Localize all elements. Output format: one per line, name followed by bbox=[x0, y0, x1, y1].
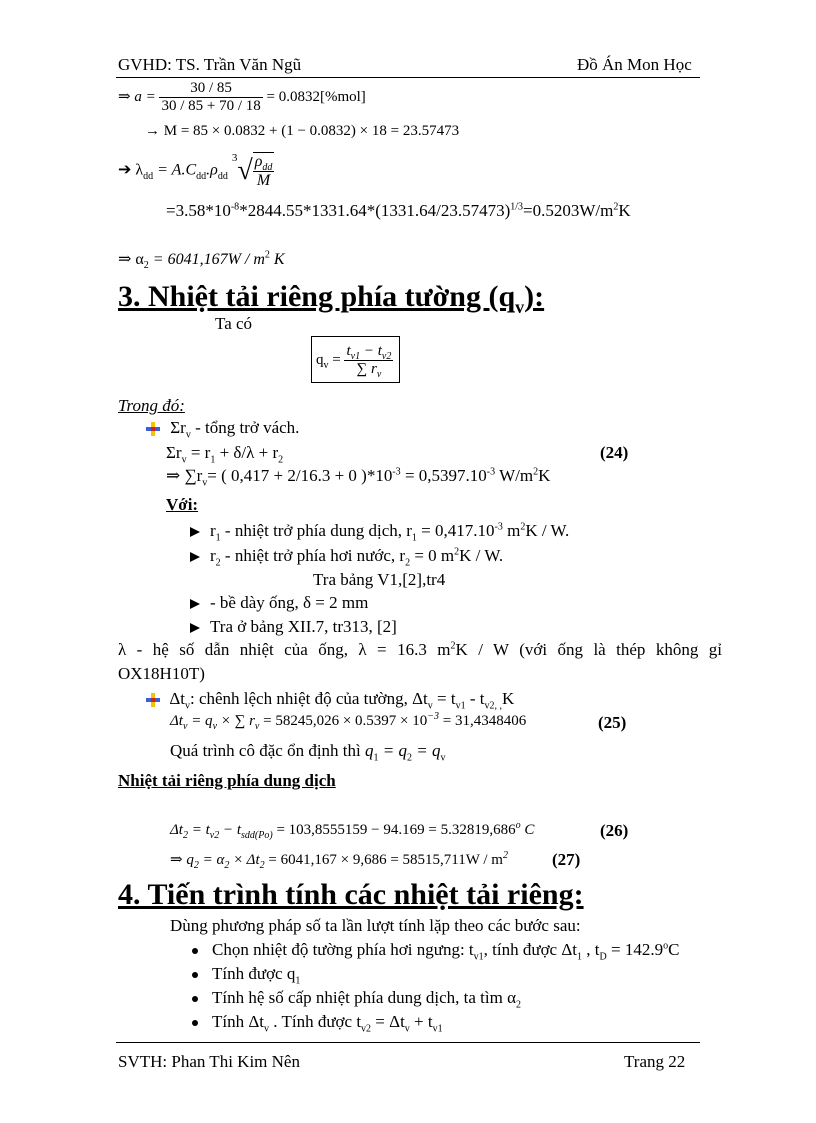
s4-d: + t bbox=[409, 1012, 433, 1031]
header-left: GVHD: TS. Trần Văn Ngũ bbox=[118, 55, 302, 74]
arrow-bullet-icon bbox=[190, 623, 200, 633]
eq-number-24: (24) bbox=[600, 443, 629, 462]
arrow-bullet-icon bbox=[190, 552, 200, 562]
sre-b: = r bbox=[186, 443, 211, 462]
dtv-c: = t bbox=[432, 689, 456, 708]
eq-lambda-mid-sub: dd bbox=[196, 170, 207, 182]
r2-a-sub: 2 bbox=[215, 557, 221, 569]
eq-a-result: = 0.0832[%mol] bbox=[266, 88, 366, 105]
st-c: = q bbox=[378, 741, 407, 760]
s2-a: Tính được q bbox=[212, 964, 296, 983]
eq-lambda-fraction bbox=[253, 152, 275, 190]
step-3 bbox=[192, 988, 521, 1011]
s3-b: ): bbox=[524, 280, 545, 313]
footer-rule bbox=[116, 1042, 700, 1043]
day-ong-text: - bề dày ống, δ = 2 mm bbox=[210, 593, 369, 612]
e27-a-sub: 2 bbox=[193, 860, 199, 871]
st-b: q bbox=[365, 741, 374, 760]
s3-text: Tính hệ số cấp nhiệt phía dung dịch, ta tìm α bbox=[212, 988, 516, 1007]
e27-c: × Δt bbox=[229, 852, 260, 868]
dtv-desc bbox=[146, 689, 515, 712]
srvv-e: K bbox=[538, 466, 551, 485]
lv-c: =0.5203W/m bbox=[523, 201, 614, 220]
eq-lambda-mid: = A.C bbox=[153, 161, 197, 179]
qv-num-b: t bbox=[377, 343, 382, 359]
ld-a-sup: 2 bbox=[450, 640, 456, 652]
srv-a-sub: v bbox=[185, 429, 191, 441]
srvv-c-sup: -3 bbox=[486, 466, 496, 478]
r1-d-sup: 2 bbox=[520, 521, 526, 533]
e25-c-sub: v bbox=[254, 721, 260, 732]
r2-d: K / W. bbox=[459, 546, 504, 565]
qv-fraction bbox=[344, 343, 393, 378]
qv-num-a: t bbox=[346, 343, 351, 359]
qv-num-a-sub: v1 bbox=[350, 351, 361, 362]
dtv-d-sub: v2, , bbox=[484, 700, 502, 712]
eq-number-25: (25) bbox=[598, 713, 627, 732]
e26-d-sup: o bbox=[515, 820, 521, 831]
item-day-ong bbox=[190, 593, 368, 613]
lv-b-sup: 1/3 bbox=[510, 201, 524, 213]
eq-lambda-den: M bbox=[253, 171, 275, 190]
bullet-dot-icon bbox=[192, 972, 198, 978]
e27-b-sub: 2 bbox=[224, 860, 230, 871]
r2-b: - nhiệt trở phía hơi nước, r bbox=[220, 546, 406, 565]
lv-d: K bbox=[618, 201, 631, 220]
item-r1 bbox=[190, 521, 570, 544]
e26-e: C bbox=[520, 822, 535, 838]
s1-c-sub: D bbox=[599, 951, 607, 963]
equation-25 bbox=[170, 713, 526, 730]
qv-formula-box bbox=[311, 336, 400, 383]
arrow-bullet-icon bbox=[190, 599, 200, 609]
qv-lhs-sub: v bbox=[323, 359, 329, 371]
srvv-c: = 0,5397.10 bbox=[400, 466, 487, 485]
s4-b: . Tính được t bbox=[269, 1012, 362, 1031]
lv-b: *2844.55*1331.64*(1331.64/23.57473) bbox=[239, 201, 511, 220]
eq-a-den: 30 / 85 + 70 / 18 bbox=[161, 98, 261, 114]
sre-a: Σr bbox=[166, 443, 182, 462]
lv-a: =3.58*10 bbox=[166, 201, 231, 220]
r2-c-sup: 2 bbox=[454, 546, 460, 558]
e25-c: × ∑ r bbox=[217, 713, 255, 729]
qv-den bbox=[344, 360, 393, 378]
e25-b: = q bbox=[187, 713, 213, 729]
qv-lhs: q bbox=[316, 351, 324, 368]
srvv-b: = ( 0,417 + 2/16.3 + 0 )*10 bbox=[207, 466, 393, 485]
alpha-a-sub: 2 bbox=[143, 260, 149, 272]
eq-lambda-prefix: ➔ λ bbox=[118, 161, 144, 179]
sum-rv-desc bbox=[146, 418, 300, 441]
srvv-d: W/m bbox=[495, 466, 534, 485]
e27-c-sub: 2 bbox=[259, 860, 265, 871]
bullet-dot-icon bbox=[192, 948, 198, 954]
cube-root-index: 3 bbox=[231, 152, 238, 164]
cross-bullet-icon bbox=[146, 693, 160, 707]
e26-c: − t bbox=[219, 822, 242, 838]
st-d: = q bbox=[411, 741, 441, 760]
lv-a-sup: -8 bbox=[230, 201, 240, 213]
qv-den-text: ∑ r bbox=[356, 361, 377, 377]
ld-b: K / W (với ống là thép không gỉ bbox=[455, 640, 722, 659]
header-rule bbox=[116, 77, 700, 78]
section-4-title: 4. Tiến trình tính các nhiệt tải riêng: bbox=[118, 878, 584, 911]
e26-a-sub: 2 bbox=[182, 830, 188, 841]
s3-a: 3. Nhiệt tải riêng phía tường (q bbox=[118, 280, 516, 313]
steady-state-text bbox=[170, 741, 446, 764]
srv-a: Σr bbox=[170, 418, 186, 437]
srvv-a-sub: v bbox=[202, 477, 208, 489]
eq-number-27: (27) bbox=[552, 850, 581, 869]
dtv-c-sub: v1 bbox=[455, 700, 466, 712]
st-c-sub: 2 bbox=[406, 752, 412, 764]
qv-den-sub: v bbox=[376, 369, 382, 380]
step-2 bbox=[192, 964, 301, 987]
r1-c-sup: -3 bbox=[494, 521, 503, 533]
r2-a: r bbox=[210, 546, 216, 565]
alpha-b-sup: 2 bbox=[264, 249, 270, 261]
equation-lambda bbox=[118, 152, 274, 190]
lambda-desc-line1 bbox=[118, 640, 722, 660]
s1-e: C bbox=[668, 940, 680, 959]
s4-a-sub: v bbox=[264, 1023, 270, 1035]
lv-c-sup: 2 bbox=[613, 201, 619, 213]
e25-a: Δt bbox=[170, 713, 183, 729]
s4-c: = Δt bbox=[371, 1012, 405, 1031]
dtv-b: : chênh lệch nhiệt độ của tường, Δt bbox=[189, 689, 428, 708]
qv-minus: − bbox=[360, 343, 378, 359]
s2-a-sub: 1 bbox=[295, 975, 301, 987]
s1-a-sub: v1 bbox=[473, 951, 484, 963]
ld-a: λ - hệ số dẫn nhiệt của ống, λ = 16.3 m bbox=[118, 640, 451, 659]
section-3-title bbox=[118, 280, 545, 317]
voi-label: Với: bbox=[166, 495, 199, 514]
e25-d: = 58245,026 × 0.5397 × 10 bbox=[259, 713, 428, 729]
ta-co-text: Ta có bbox=[215, 314, 253, 333]
e26-d: = 103,8555159 − 94.169 = 5.32819,686 bbox=[272, 822, 516, 838]
step-1 bbox=[192, 940, 680, 963]
r1-a-sub: 1 bbox=[215, 532, 221, 544]
srvv-b-sup: -3 bbox=[392, 466, 401, 478]
e26-c-sub: sdd(Po) bbox=[241, 830, 273, 841]
subheading-dung-dich: Nhiệt tải riêng phía dung dịch bbox=[118, 771, 336, 790]
sum-rv-value bbox=[166, 466, 551, 489]
footer-left: SVTH: Phan Thi Kim Nên bbox=[118, 1052, 300, 1071]
eq-a-prefix: ⇒ a = bbox=[118, 88, 156, 105]
srv-b: - tổng trở vách. bbox=[190, 418, 300, 437]
s1-b-sub: 1 bbox=[577, 951, 583, 963]
section-4-intro: Dùng phương pháp số ta lần lượt tính lặp theo các bước sau: bbox=[170, 916, 581, 935]
item-tra-xii7 bbox=[190, 617, 397, 637]
cross-bullet-icon bbox=[146, 422, 160, 436]
step-4 bbox=[192, 1012, 443, 1035]
eq-number-26: (26) bbox=[600, 821, 629, 840]
equation-26 bbox=[170, 822, 534, 839]
bullet-dot-icon bbox=[192, 1020, 198, 1026]
sre-b-sub: 1 bbox=[210, 454, 216, 466]
r2-c: = 0 m bbox=[410, 546, 455, 565]
header-right: Đồ Án Mon Học bbox=[577, 55, 692, 74]
eq-lambda-sub: dd bbox=[143, 170, 154, 182]
bullet-dot-icon bbox=[192, 996, 198, 1002]
s1-a: Chọn nhiệt độ tường phía hơi ngưng: t bbox=[212, 940, 474, 959]
eq-lambda-num-sub: dd bbox=[262, 162, 273, 174]
eq-lambda-num bbox=[253, 153, 275, 174]
qv-eq: = bbox=[328, 351, 345, 368]
s4-c-sub: v bbox=[404, 1023, 410, 1035]
alpha-a: ⇒ α bbox=[118, 251, 144, 268]
st-a: Quá trình cô đặc ổn định thì bbox=[170, 741, 365, 760]
dtv-e: K bbox=[501, 689, 515, 708]
dtv-a-sub: v bbox=[184, 700, 190, 712]
r1-a: r bbox=[210, 521, 216, 540]
e27-a: ⇒ q bbox=[170, 852, 194, 868]
r1-c: = 0,417.10 bbox=[416, 521, 495, 540]
s3-sub: v bbox=[515, 297, 525, 317]
e25-d-sup: −3 bbox=[427, 711, 440, 722]
eq-lambda-rho-sub: dd bbox=[217, 170, 228, 182]
s4-a: Tính Δt bbox=[212, 1012, 265, 1031]
e27-d-sup: 2 bbox=[502, 850, 508, 861]
r1-b: - nhiệt trở phía dung dịch, r bbox=[220, 521, 412, 540]
qv-num-b-sub: v2 bbox=[381, 351, 392, 362]
e25-e: = 31,4348406 bbox=[439, 713, 527, 729]
footer-right: Trang 22 bbox=[624, 1052, 686, 1071]
sre-a-sub: v bbox=[181, 454, 187, 466]
srvv-a: ⇒ ∑r bbox=[166, 466, 203, 485]
s4-d-sub: v1 bbox=[432, 1023, 443, 1035]
dtv-b-sub: v bbox=[427, 700, 433, 712]
e26-a: Δt bbox=[170, 822, 183, 838]
lambda-desc-line2: OX18H10T) bbox=[118, 664, 205, 683]
eq-lambda-num-text: ρ bbox=[254, 153, 263, 170]
dtv-a: Δt bbox=[169, 689, 185, 708]
s1-b: , tính được Δt bbox=[483, 940, 578, 959]
r1-d: m bbox=[502, 521, 521, 540]
e27-d: = 6041,167 × 9,686 = 58515,711W / m bbox=[264, 852, 503, 868]
s1-d-sup: o bbox=[663, 940, 669, 952]
s1-c: , t bbox=[582, 940, 600, 959]
alpha-b: = 6041,167W / m bbox=[148, 251, 265, 268]
s3-text-sub: 2 bbox=[515, 999, 521, 1011]
sum-rv-equation bbox=[166, 443, 284, 466]
s1-d: = 142.9 bbox=[606, 940, 664, 959]
arrow-bullet-icon bbox=[190, 527, 200, 537]
tra-xii7-text: Tra ở bảng XII.7, tr313, [2] bbox=[210, 617, 397, 636]
eq-lambda-rho: .ρ bbox=[206, 161, 218, 179]
e26-b: = t bbox=[187, 822, 210, 838]
r1-e: K / W. bbox=[525, 521, 570, 540]
equation-alpha2 bbox=[118, 249, 285, 272]
st-b-sub: 1 bbox=[373, 752, 379, 764]
srvv-d-sup: 2 bbox=[533, 466, 539, 478]
equation-lambda-value bbox=[166, 201, 631, 221]
equation-a bbox=[118, 80, 366, 115]
sre-c: + δ/λ + r bbox=[215, 443, 279, 462]
qv-num bbox=[344, 343, 393, 360]
e25-b-sub: v bbox=[212, 721, 218, 732]
dtv-d: - t bbox=[465, 689, 485, 708]
s4-b-sub: v2 bbox=[361, 1023, 372, 1035]
alpha-c: K bbox=[269, 251, 285, 268]
r2-b-sub: 2 bbox=[405, 557, 411, 569]
sre-c-sub: 2 bbox=[278, 454, 284, 466]
item-r2 bbox=[190, 546, 504, 569]
equation-M: → M = 85 × 0.0832 + (1 − 0.0832) × 18 = 23.57473 bbox=[145, 123, 460, 139]
e25-a-sub: v bbox=[182, 721, 188, 732]
root-sign: √ bbox=[237, 155, 253, 186]
e27-b: = α bbox=[198, 852, 225, 868]
tra-bang-v1: Tra bảng V1,[2],tr4 bbox=[313, 570, 446, 589]
trong-do-label: Trong đó: bbox=[118, 396, 185, 415]
eq-a-fraction bbox=[159, 80, 262, 115]
e26-b-sub: v2 bbox=[209, 830, 220, 841]
equation-27 bbox=[170, 850, 508, 869]
r1-b-sub: 1 bbox=[411, 532, 417, 544]
eq-a-num: 30 / 85 bbox=[190, 80, 232, 96]
st-d-sub: v bbox=[440, 752, 446, 764]
